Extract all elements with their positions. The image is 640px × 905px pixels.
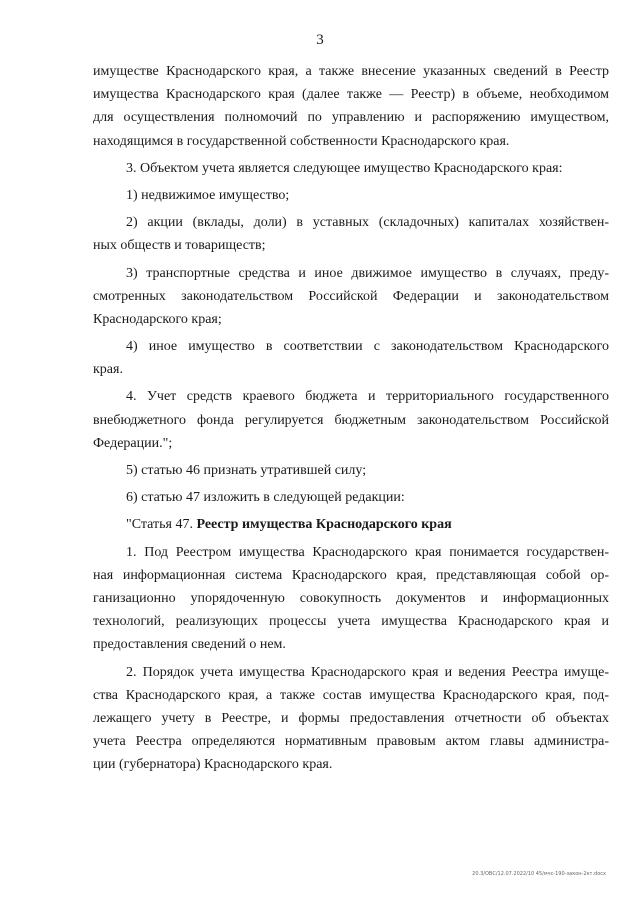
article-heading-prefix: "Статья 47. (126, 517, 197, 533)
article-heading (93, 513, 609, 536)
text-line: 1) недвижимое имущество; (126, 187, 290, 203)
text-line: лежащего учету в Реестре, и формы предоставления отчетности об объектах (93, 710, 609, 726)
text-line: смотренных законодательством Российской Федерации и законодательством (93, 288, 609, 304)
text-line: учета Реестра определяются нормативным правовым актом главы администра- (93, 734, 609, 750)
text-line: 3. Объектом учета является следующее имущество Краснодарского края: (126, 160, 563, 176)
document-body (93, 60, 609, 776)
text-line: для осуществления полномочий по управлению и распоряжению имуществом, (93, 110, 609, 126)
text-line: ции (губернатора) Краснодарского края. (93, 757, 333, 773)
text-line: технологий, реализующих процессы учета имущества Краснодарского края и (93, 614, 609, 630)
text-line: Федерации."; (93, 435, 173, 451)
text-line: ства Краснодарского края, а также состав имущества Краснодарского края, под- (93, 687, 609, 703)
text-line: имущества Краснодарского края (далее также — Реестр) в объеме, необходимом (93, 87, 609, 103)
text-line: края. (93, 362, 123, 378)
text-line: предоставления сведений о нем. (93, 637, 286, 653)
text-line: 3) транспортные средства и иное движимое имущество в случаях, преду- (126, 265, 609, 281)
page-number: 3 (316, 32, 324, 48)
text-line: 2. Порядок учета имущества Краснодарского края и ведения Реестра имуще- (126, 664, 609, 680)
text-line: 4. Учет средств краевого бюджета и территориального государственного (126, 389, 609, 405)
text-line: ных обществ и товариществ; (93, 238, 266, 254)
text-line: 2) акции (вклады, доли) в уставных (складочных) капиталах хозяйствен- (126, 215, 609, 231)
paragraphs-part-1 (93, 60, 609, 509)
text-line: 5) статью 46 признать утратившей силу; (126, 463, 367, 478)
text-line: Краснодарского края; (93, 311, 222, 327)
text-line: 6) статью 47 изложить в следующей редакции: (126, 490, 405, 506)
text-line: 4) иное имущество в соответствии с законодательством Краснодарского (126, 339, 609, 355)
text-line: ная информационная система Краснодарского края, представляющая собой ор- (93, 567, 609, 583)
text-line: внебюджетного фонда регулируется бюджетным законодательством Российской (93, 412, 609, 428)
text-line: ганизационно упорядоченную совокупность документов и информационных (93, 590, 609, 606)
article-heading-title: Реестр имущества Краснодарского края (196, 517, 452, 533)
text-line: имуществе Краснодарского края, а также внесение указанных сведений в Реестр (93, 64, 609, 79)
paragraphs-part-2 (93, 541, 609, 777)
text-line: находящимся в государственной собственности Краснодарского края. (93, 133, 510, 149)
document-footer: 20.3/ОВС/12.07.2022/10 45/мчс-190-закон-2кт.docx (472, 871, 606, 877)
text-line: 1. Под Реестром имущества Краснодарского края понимается государствен- (126, 544, 609, 560)
